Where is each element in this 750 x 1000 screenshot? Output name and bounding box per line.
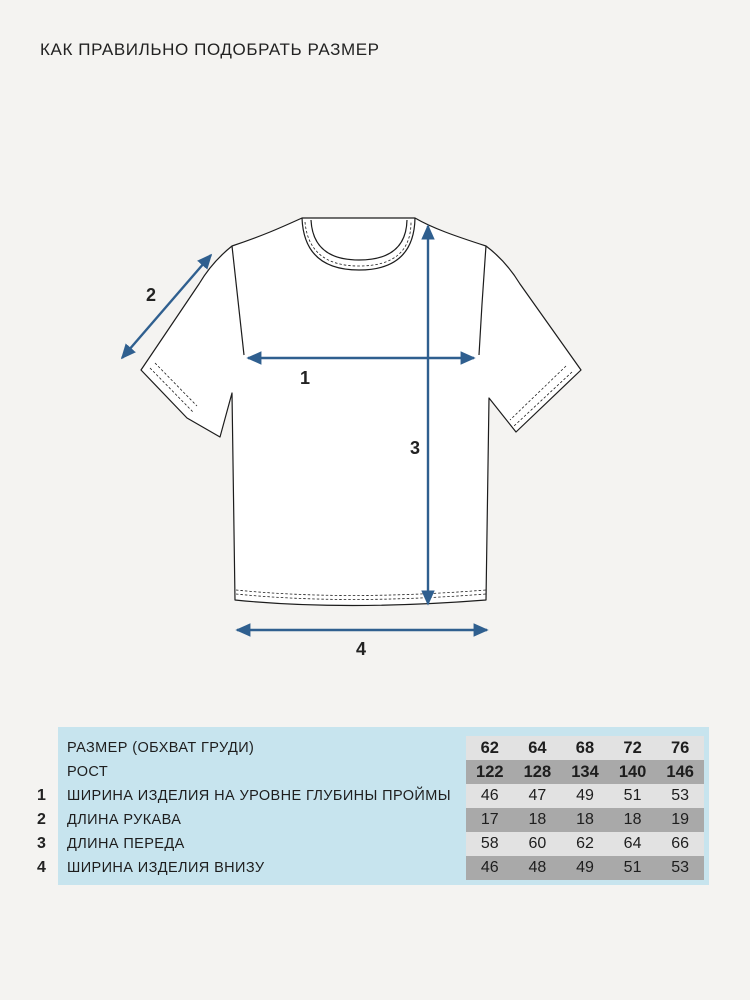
table-cell: 60 bbox=[528, 835, 547, 852]
row-number: 2 bbox=[37, 811, 46, 828]
table-cell: 64 bbox=[528, 739, 547, 757]
row-values bbox=[466, 832, 704, 856]
table-cell: 68 bbox=[575, 739, 595, 757]
measure-label-1: 1 bbox=[300, 368, 311, 388]
table-row bbox=[58, 760, 709, 784]
table-cell: 53 bbox=[671, 787, 690, 804]
row-name: РОСТ bbox=[67, 764, 109, 780]
table-cell: 76 bbox=[670, 739, 690, 757]
row-values bbox=[466, 784, 704, 808]
table-cell: 58 bbox=[480, 835, 499, 852]
table-cell: 49 bbox=[576, 859, 594, 876]
row-values bbox=[466, 736, 704, 760]
row-name: РАЗМЕР (ОБХВАТ ГРУДИ) bbox=[67, 740, 255, 756]
table-cell: 18 bbox=[623, 811, 642, 828]
measure-label-4: 4 bbox=[356, 639, 367, 659]
table-cell: 122 bbox=[476, 763, 504, 781]
table-cell: 53 bbox=[671, 859, 690, 876]
table-cell: 46 bbox=[480, 787, 499, 804]
table-cell: 140 bbox=[618, 763, 647, 781]
table-cell: 47 bbox=[528, 787, 547, 804]
row-values bbox=[466, 808, 704, 832]
table-cell: 17 bbox=[480, 811, 499, 828]
row-number: 4 bbox=[37, 859, 46, 876]
table-cell: 62 bbox=[480, 739, 499, 757]
row-name: ШИРИНА ИЗДЕЛИЯ НА УРОВНЕ ГЛУБИНЫ ПРОЙМЫ bbox=[67, 788, 451, 804]
table-row bbox=[58, 736, 709, 760]
row-values bbox=[466, 760, 704, 784]
table-row bbox=[58, 784, 709, 808]
table-cell: 134 bbox=[571, 763, 599, 781]
size-table bbox=[58, 727, 709, 885]
table-cell: 49 bbox=[576, 787, 594, 804]
table-cell: 64 bbox=[623, 835, 642, 852]
measure-label-3: 3 bbox=[410, 438, 421, 458]
tshirt-outline bbox=[141, 218, 581, 606]
table-row bbox=[58, 832, 709, 856]
table-cell: 51 bbox=[623, 859, 642, 876]
row-number: 1 bbox=[37, 787, 46, 804]
table-cell: 19 bbox=[671, 811, 690, 828]
table-cell: 18 bbox=[528, 811, 547, 828]
table-row bbox=[58, 856, 709, 880]
table-cell: 146 bbox=[666, 763, 694, 781]
row-name: ШИРИНА ИЗДЕЛИЯ ВНИЗУ bbox=[67, 860, 265, 876]
table-cell: 51 bbox=[623, 787, 642, 804]
row-values bbox=[466, 856, 704, 880]
table-cell: 128 bbox=[523, 763, 552, 781]
row-name: ДЛИНА ПЕРЕДА bbox=[67, 836, 185, 852]
table-cell: 18 bbox=[576, 811, 594, 828]
table-cell: 72 bbox=[623, 739, 642, 757]
table-cell: 46 bbox=[480, 859, 499, 876]
table-cell: 66 bbox=[671, 835, 690, 852]
table-cell: 48 bbox=[528, 859, 547, 876]
row-name: ДЛИНА РУКАВА bbox=[67, 812, 182, 828]
measure-label-2: 2 bbox=[146, 285, 157, 305]
table-row bbox=[58, 808, 709, 832]
row-number: 3 bbox=[37, 835, 46, 852]
page-title: КАК ПРАВИЛЬНО ПОДОБРАТЬ РАЗМЕР bbox=[40, 40, 380, 59]
table-cell: 62 bbox=[576, 835, 594, 852]
